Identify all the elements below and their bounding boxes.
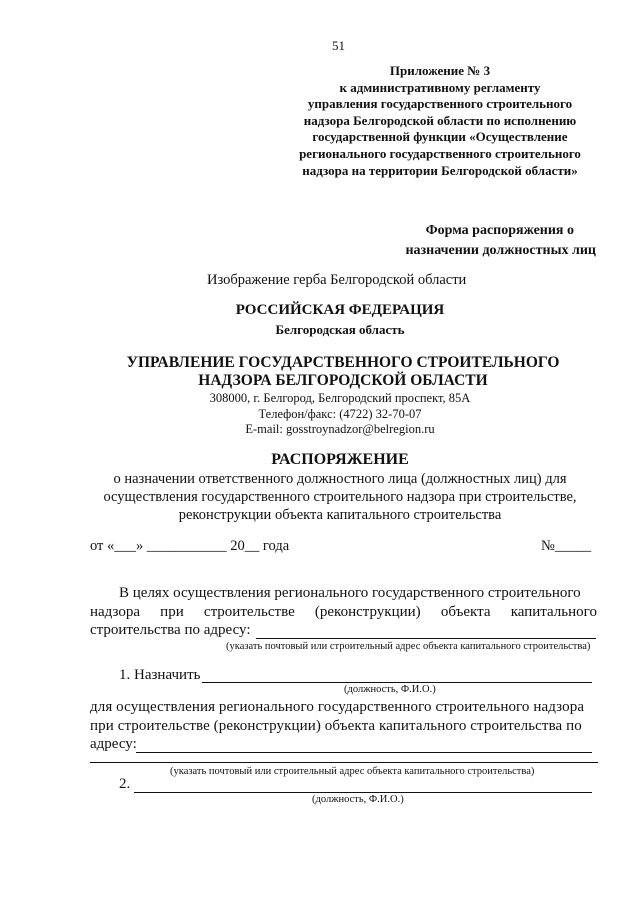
number-field: №_____: [541, 538, 592, 554]
order-subtitle-line: реконструкции объекта капитального строительства: [178, 507, 502, 523]
appendix-line: управления государственного строительного: [307, 96, 573, 112]
appendix-line: регионального государственного строительного: [299, 145, 581, 161]
agency-phone: Телефон/факс: (4722) 32-70-07: [258, 406, 422, 421]
appendix-line: к административному регламенту: [339, 79, 541, 95]
appendix-line: государственной функции «Осуществление: [312, 129, 568, 145]
para1-word: объекта: [440, 604, 491, 620]
para1-line1: В целях осуществления регионального государственного строительного: [119, 585, 581, 601]
form-title: [405, 221, 596, 261]
position-hint: (должность, Ф.И.О.): [344, 684, 436, 695]
agency-email: E-mail: gosstroynadzor@belregion.ru: [245, 422, 435, 436]
agency-address: 308000, г. Белгород, Белгородский проспект, 85А: [209, 391, 471, 405]
position-hint-2: (должность, Ф.И.О.): [312, 794, 404, 805]
para2-line2: при строительстве (реконструкции) объекта капитального строительства по: [90, 718, 582, 734]
address-blank-2: [136, 752, 592, 753]
emblem-placeholder: Изображение герба Белгородской области: [207, 272, 467, 288]
position-blank: [202, 682, 592, 683]
order-subtitle-line: осуществления государственного строительного надзора при строительстве,: [103, 489, 577, 505]
para1-word: капитального: [510, 604, 597, 620]
separator-line: [90, 762, 598, 763]
position-blank-2: [134, 792, 592, 793]
address-blank: [256, 638, 596, 639]
para1-line2: [90, 604, 597, 621]
page-number: 51: [332, 38, 345, 53]
order-title: РАСПОРЯЖЕНИЕ: [271, 451, 409, 468]
order-subtitle: [60, 470, 620, 524]
para1-word: строительстве: [203, 604, 295, 620]
federation-title: РОССИЙСКАЯ ФЕДЕРАЦИЯ: [235, 302, 445, 318]
item2-label: 2.: [119, 776, 131, 792]
address-hint-2: (указать почтовый или строительный адрес объекта капитального строительства): [170, 766, 535, 777]
order-subtitle-line: о назначении ответственного должностного лица (должностных лиц) для: [113, 471, 567, 487]
para1-line3: строительства по адресу:: [90, 622, 251, 638]
appendix-title: Приложение № 3: [389, 63, 491, 78]
address-hint: (указать почтовый или строительный адрес объекта капитального строительства): [226, 641, 591, 652]
form-title-line1: Форма распоряжения о: [425, 223, 574, 238]
date-field: от «___» ___________ 20__ года: [90, 538, 290, 554]
appendix-block: [270, 63, 610, 179]
appendix-line: надзора Белгородской области по исполнению: [303, 112, 577, 128]
agency-name: [100, 354, 586, 390]
agency-name-line2: НАДЗОРА БЕЛГОРОДСКОЙ ОБЛАСТИ: [198, 372, 488, 389]
appendix-line: надзора на территории Белгородской области»: [302, 162, 578, 178]
para1-word: (реконструкции): [314, 604, 421, 620]
para2-line3: адресу:: [90, 736, 137, 752]
region-title: Белгородская область: [275, 322, 405, 337]
para1-word: при: [160, 604, 184, 620]
para2-line1: для осуществления регионального государственного строительного надзора: [90, 699, 585, 715]
agency-name-line1: УПРАВЛЕНИЕ ГОСУДАРСТВЕННОГО СТРОИТЕЛЬНОГО: [126, 354, 560, 371]
agency-contacts: [170, 391, 510, 438]
para1-word: надзора: [90, 604, 140, 620]
form-title-line2: назначении должностных лиц: [405, 243, 596, 258]
item1-label: 1. Назначить: [119, 667, 201, 683]
